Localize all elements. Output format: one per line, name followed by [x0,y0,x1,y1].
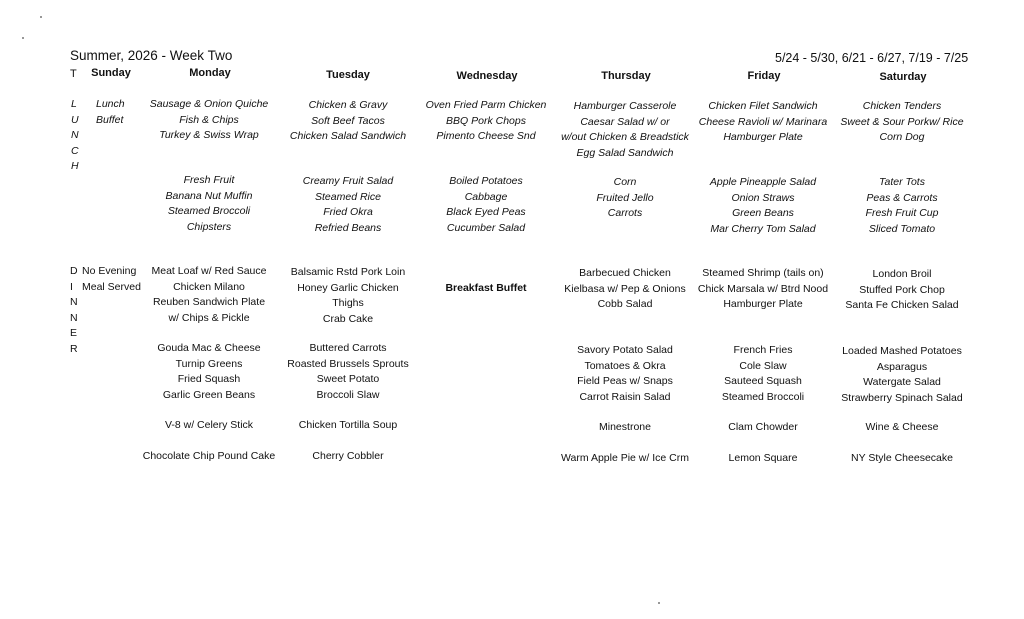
tuesday-dinner-sides: Buttered Carrots Roasted Brussels Sprouts Sweet Potato Broccoli Slaw [287,342,409,401]
header-saturday: Saturday [879,71,927,83]
monday-dinner-dessert: Chocolate Chip Pound Cake [142,450,276,462]
friday-lunch-entrees: Chicken Filet Sandwich Cheese Ravioli w/ Marinara Hamburger Plate [698,100,828,144]
tuesday-dinner-soup: Chicken Tortilla Soup [298,419,398,431]
monday-lunch-sides: Fresh Fruit Banana Nut Muffin Steamed Broccoli Chipsters [165,174,253,233]
page-title: Summer, 2026 - Week Two [70,48,233,63]
saturday-dinner-dessert: NY Style Cheesecake [851,452,953,464]
friday-dinner-dessert: Lemon Square [728,452,798,464]
friday-dinner-entrees: Steamed Shrimp (tails on) Chick Marsala w/ Btrd Nood Hamburger Plate [697,267,829,311]
monday-dinner-sides: Gouda Mac & Cheese Turnip Greens Fried Squash Garlic Green Beans [157,342,261,401]
thursday-dinner-dessert: Warm Apple Pie w/ Ice Crm [561,452,689,464]
header-wednesday: Wednesday [456,70,518,82]
scan-speck [22,37,24,39]
monday-dinner-entrees: Meat Loaf w/ Red Sauce Chicken Milano Reuben Sandwich Plate w/ Chips & Pickle [151,265,267,324]
thursday-dinner-soup: Minestrone [599,421,651,433]
lunch-vertical-label: L U N C H [71,98,79,173]
tuesday-lunch-entrees: Chicken & Gravy Soft Beef Tacos Chicken Salad Sandwich [289,99,407,143]
saturday-dinner-entrees: London Broil Stuffed Pork Chop Santa Fe Chicken Salad [845,268,959,312]
scan-speck [658,602,660,604]
header-monday: Monday [189,67,231,79]
wednesday-lunch-entrees: Oven Fried Parm Chicken BBQ Pork Chops Pimento Cheese Snd [425,99,547,143]
saturday-lunch-sides: Tater Tots Peas & Carrots Fresh Fruit Cup Sliced Tomato [865,176,939,235]
dinner-vertical-label: D I N N E R [70,265,78,355]
friday-dinner-sides: French Fries Cole Slaw Sauteed Squash Steamed Broccoli [721,344,805,403]
tuesday-lunch-sides: Creamy Fruit Salad Steamed Rice Fried Okra Refried Beans [302,175,394,234]
header-sunday: Sunday [91,67,131,79]
saturday-lunch-entrees: Chicken Tenders Sweet & Sour Porkw/ Rice Corn Dog [840,100,964,144]
tuesday-dinner-entrees: Balsamic Rstd Pork Loin Honey Garlic Chicken Thighs Crab Cake [290,266,406,325]
header-thursday: Thursday [601,70,651,82]
saturday-dinner-sides: Loaded Mashed Potatoes Asparagus Watergate Salad Strawberry Spinach Salad [841,345,963,404]
scan-speck [40,16,42,18]
header-friday: Friday [747,70,781,82]
wednesday-lunch-sides: Boiled Potatoes Cabbage Black Eyed Peas Cucumber Salad [446,175,526,234]
thursday-lunch-entrees: Hamburger Casserole Caesar Salad w/ or w/out Chicken & Breadstick Egg Salad Sandwich [561,100,689,159]
date-range: 5/24 - 5/30, 6/21 - 6/27, 7/19 - 7/25 [775,51,969,65]
thursday-dinner-sides: Savory Potato Salad Tomatoes & Okra Field Peas w/ Snaps Carrot Raisin Salad [577,344,673,403]
monday-dinner-soup: V-8 w/ Celery Stick [164,419,254,431]
sunday-dinner-note: No Evening Meal Served [82,265,141,293]
monday-lunch-entrees: Sausage & Onion Quiche Fish & Chips Turkey & Swiss Wrap [149,98,269,142]
header-t: T [70,68,77,80]
wednesday-breakfast-buffet: Breakfast Buffet [445,282,527,294]
sunday-lunch-buffet: Lunch Buffet [96,98,125,126]
thursday-dinner-entrees: Barbecued Chicken Kielbasa w/ Pep & Onions Cobb Salad [564,267,686,311]
saturday-dinner-soup: Wine & Cheese [865,421,939,433]
friday-dinner-soup: Clam Chowder [728,421,798,433]
thursday-lunch-sides: Corn Fruited Jello Carrots [596,176,654,220]
tuesday-dinner-dessert: Cherry Cobbler [312,450,384,462]
friday-lunch-sides: Apple Pineapple Salad Onion Straws Green Beans Mar Cherry Tom Salad [709,176,817,235]
header-tuesday: Tuesday [326,69,370,81]
